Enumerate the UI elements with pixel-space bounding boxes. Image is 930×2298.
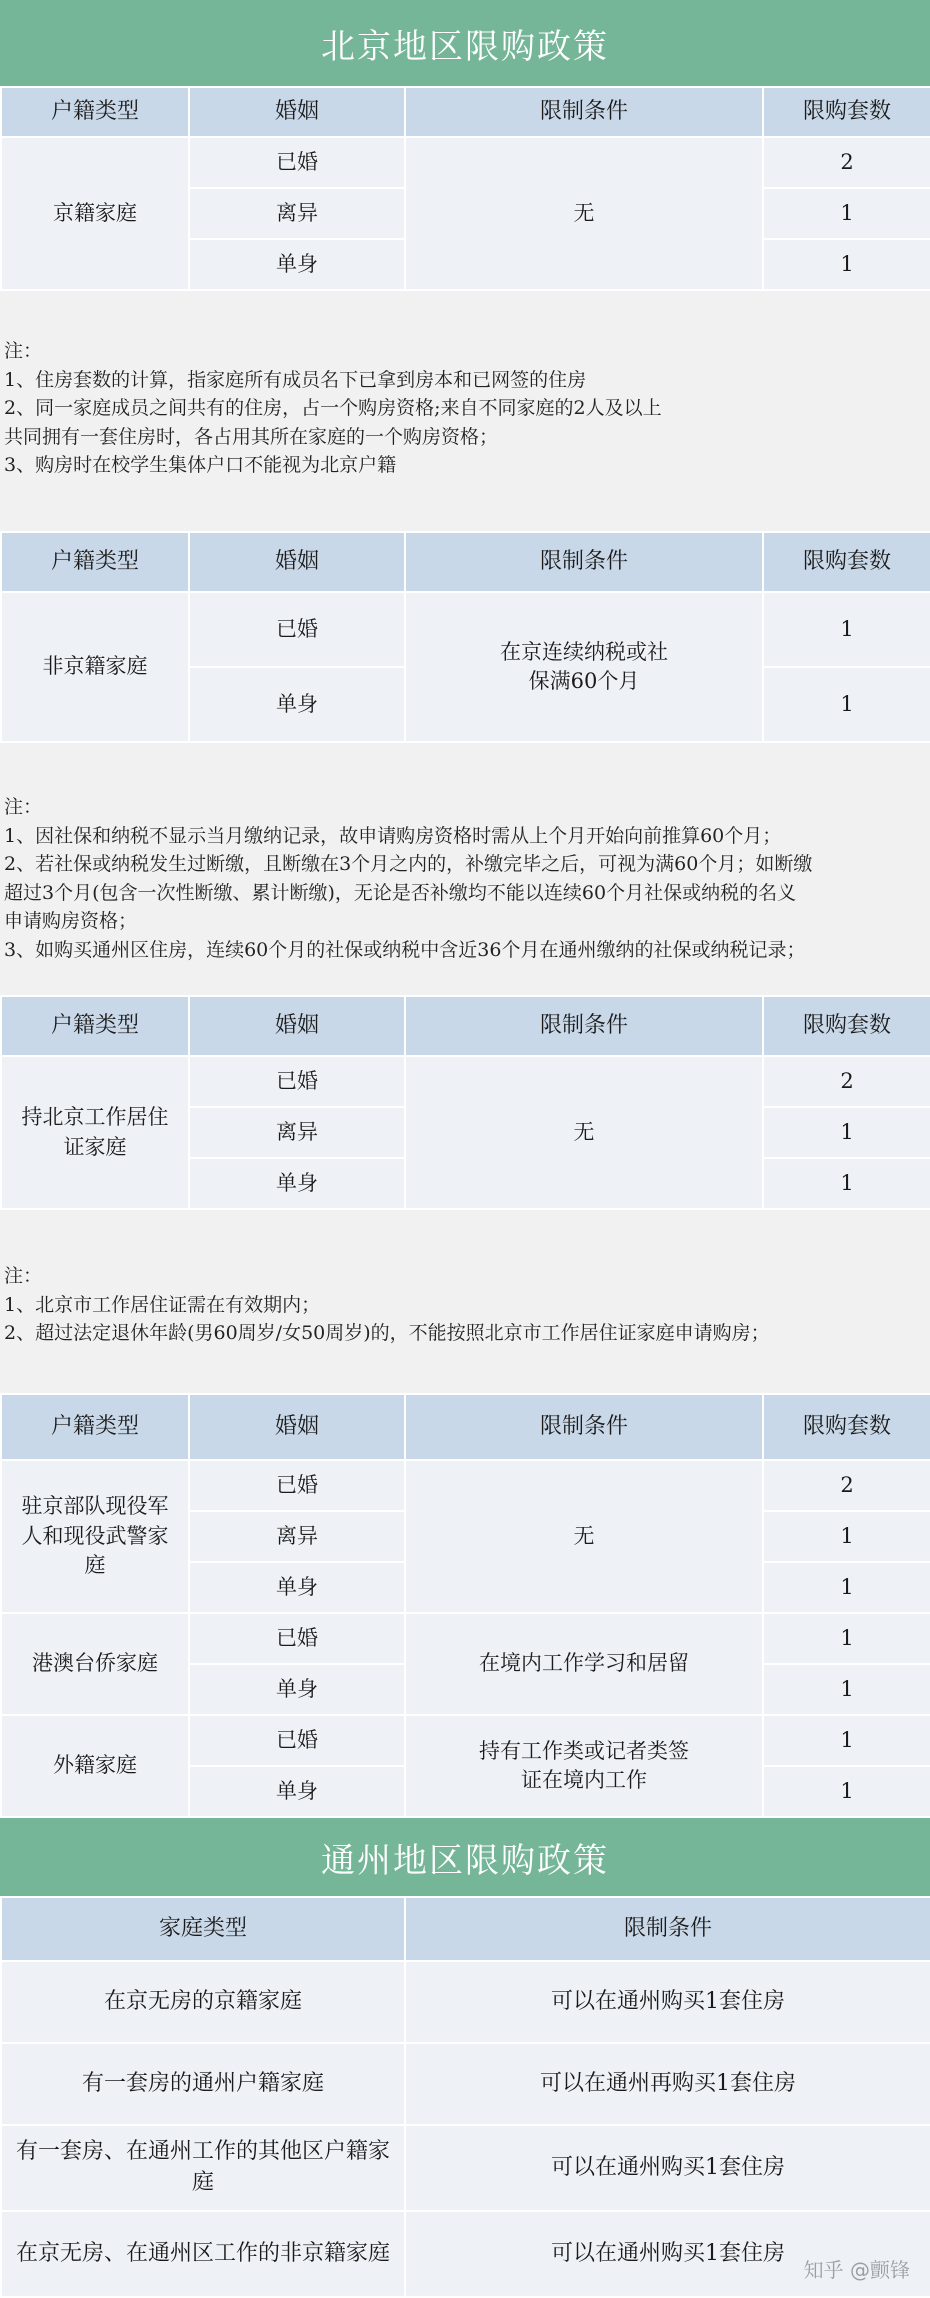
hukou-type-cell: 驻京部队现役军人和现役武警家庭	[1, 1460, 189, 1613]
count-cell: 1	[763, 1158, 930, 1209]
table-row	[1, 2211, 930, 2297]
count-cell: 1	[763, 1715, 930, 1766]
count-cell: 2	[763, 1056, 930, 1107]
count-cell: 1	[763, 188, 930, 239]
family-type-cell: 在京无房、在通州区工作的非京籍家庭	[1, 2211, 405, 2297]
marriage-cell: 单身	[189, 239, 405, 290]
marriage-cell: 单身	[189, 1766, 405, 1817]
note-line: 超过3个月(包含一次性断缴、累计断缴)，无论是否补缴均不能以连续60个月社保或纳税的名义	[4, 881, 797, 904]
family-type-cell: 在京无房的京籍家庭	[1, 1961, 405, 2043]
note-line: 2、若社保或纳税发生过断缴，且断缴在3个月之内的，补缴完毕之后，可视为满60个月；如断缴	[4, 853, 813, 875]
header-family-type: 家庭类型	[1, 1897, 405, 1961]
table-tongzhou	[0, 1896, 930, 2298]
marriage-cell: 离异	[189, 1511, 405, 1562]
table-row	[1, 1056, 930, 1107]
marriage-cell: 已婚	[189, 137, 405, 188]
marriage-cell: 离异	[189, 1107, 405, 1158]
condition-cell: 在境内工作学习和居留	[405, 1613, 763, 1715]
note-line: 注：	[4, 1265, 43, 1287]
header-condition: 限制条件	[405, 1394, 763, 1460]
marriage-cell: 单身	[189, 1664, 405, 1715]
hukou-type-cell: 持北京工作居住证家庭	[1, 1056, 189, 1209]
header-marriage: 婚姻	[189, 87, 405, 137]
condition-cell: 在京连续纳税或社保满60个月	[405, 592, 763, 742]
beijing-title-banner	[0, 0, 930, 86]
table-row	[1, 592, 930, 667]
condition-cell: 持有工作类或记者类签证在境内工作	[405, 1715, 763, 1817]
header-marriage: 婚姻	[189, 1394, 405, 1460]
header-hukou-type: 户籍类型	[1, 532, 189, 592]
condition-cell: 可以在通州购买1套住房	[405, 2211, 930, 2297]
header-hukou-type: 户籍类型	[1, 996, 189, 1056]
table-header-row	[1, 1394, 930, 1460]
hukou-type-cell: 非京籍家庭	[1, 592, 189, 742]
table-non-beijing-hukou	[0, 531, 930, 743]
marriage-cell: 已婚	[189, 1460, 405, 1511]
header-count: 限购套数	[763, 532, 930, 592]
header-count: 限购套数	[763, 996, 930, 1056]
table-row	[1, 1961, 930, 2043]
marriage-cell: 已婚	[189, 592, 405, 667]
table-row	[1, 1460, 930, 1511]
family-type-cell: 有一套房的通州户籍家庭	[1, 2043, 405, 2125]
condition-cell: 可以在通州再购买1套住房	[405, 2043, 930, 2125]
table-header-row	[1, 996, 930, 1056]
note-line: 注：	[4, 340, 43, 362]
marriage-cell: 单身	[189, 1562, 405, 1613]
count-cell: 1	[763, 1766, 930, 1817]
count-cell: 1	[763, 1664, 930, 1715]
note-block-1	[0, 291, 930, 531]
note-line: 2、超过法定退休年龄(男60周岁/女50周岁)的，不能按照北京市工作居住证家庭申请购房；	[4, 1322, 770, 1344]
marriage-cell: 单身	[189, 667, 405, 742]
family-type-cell: 有一套房、在通州工作的其他区户籍家庭	[1, 2125, 405, 2211]
note-line: 1、因社保和纳税不显示当月缴纳记录，故申请购房资格时需从上个月开始向前推算60个月；	[4, 824, 782, 847]
hukou-type-cell: 京籍家庭	[1, 137, 189, 290]
header-condition: 限制条件	[405, 1897, 930, 1961]
count-cell: 1	[763, 1511, 930, 1562]
count-cell: 1	[763, 239, 930, 290]
table-row	[1, 137, 930, 188]
note-line: 注：	[4, 796, 43, 818]
watermark: 知乎 @颤锋	[803, 2258, 910, 2282]
note-line: 3、如购买通州区住房，连续60个月的社保或纳税中含近36个月在通州缴纳的社保或纳税记录；	[4, 938, 806, 961]
table-header-row	[1, 532, 930, 592]
table-header-row	[1, 1897, 930, 1961]
table-row	[1, 1613, 930, 1664]
condition-cell: 无	[405, 137, 763, 290]
table-special-households	[0, 1393, 930, 1818]
marriage-cell: 单身	[189, 1158, 405, 1209]
header-condition: 限制条件	[405, 87, 763, 137]
header-marriage: 婚姻	[189, 532, 405, 592]
count-cell: 1	[763, 1107, 930, 1158]
note-block-3	[0, 1210, 930, 1393]
hukou-type-cell: 港澳台侨家庭	[1, 1613, 189, 1715]
header-hukou-type: 户籍类型	[1, 87, 189, 137]
marriage-cell: 已婚	[189, 1613, 405, 1664]
note-line: 申请购房资格；	[4, 910, 138, 932]
count-cell: 1	[763, 592, 930, 667]
table-row	[1, 2125, 930, 2211]
table-header-row	[1, 87, 930, 137]
marriage-cell: 离异	[189, 188, 405, 239]
count-cell: 2	[763, 1460, 930, 1511]
condition-cell: 无	[405, 1056, 763, 1209]
note-block-2	[0, 743, 930, 995]
note-line: 1、住房套数的计算，指家庭所有成员名下已拿到房本和已网签的住房	[4, 368, 587, 391]
marriage-cell: 已婚	[189, 1056, 405, 1107]
header-count: 限购套数	[763, 87, 930, 137]
note-line: 共同拥有一套住房时，各占用其所在家庭的一个购房资格；	[4, 425, 499, 448]
header-count: 限购套数	[763, 1394, 930, 1460]
tongzhou-title: 通州地区限购政策	[321, 1840, 609, 1881]
hukou-type-cell: 外籍家庭	[1, 1715, 189, 1817]
count-cell: 1	[763, 667, 930, 742]
note-line: 1、北京市工作居住证需在有效期内；	[4, 1293, 321, 1316]
table-work-permit	[0, 995, 930, 1210]
note-line: 3、购房时在校学生集体户口不能视为北京户籍	[4, 454, 397, 476]
table-row	[1, 1715, 930, 1766]
count-cell: 1	[763, 1562, 930, 1613]
header-condition: 限制条件	[405, 532, 763, 592]
condition-cell: 无	[405, 1460, 763, 1613]
count-cell: 1	[763, 1613, 930, 1664]
condition-cell: 可以在通州购买1套住房	[405, 1961, 930, 2043]
tongzhou-title-banner	[0, 1818, 930, 1896]
header-condition: 限制条件	[405, 996, 763, 1056]
table-row	[1, 2043, 930, 2125]
header-marriage: 婚姻	[189, 996, 405, 1056]
marriage-cell: 已婚	[189, 1715, 405, 1766]
note-line: 2、同一家庭成员之间共有的住房，占一个购房资格;来自不同家庭的2人及以上	[4, 397, 662, 419]
table-beijing-hukou	[0, 86, 930, 291]
header-hukou-type: 户籍类型	[1, 1394, 189, 1460]
condition-cell: 可以在通州购买1套住房	[405, 2125, 930, 2211]
count-cell: 2	[763, 137, 930, 188]
beijing-title: 北京地区限购政策	[321, 26, 609, 67]
